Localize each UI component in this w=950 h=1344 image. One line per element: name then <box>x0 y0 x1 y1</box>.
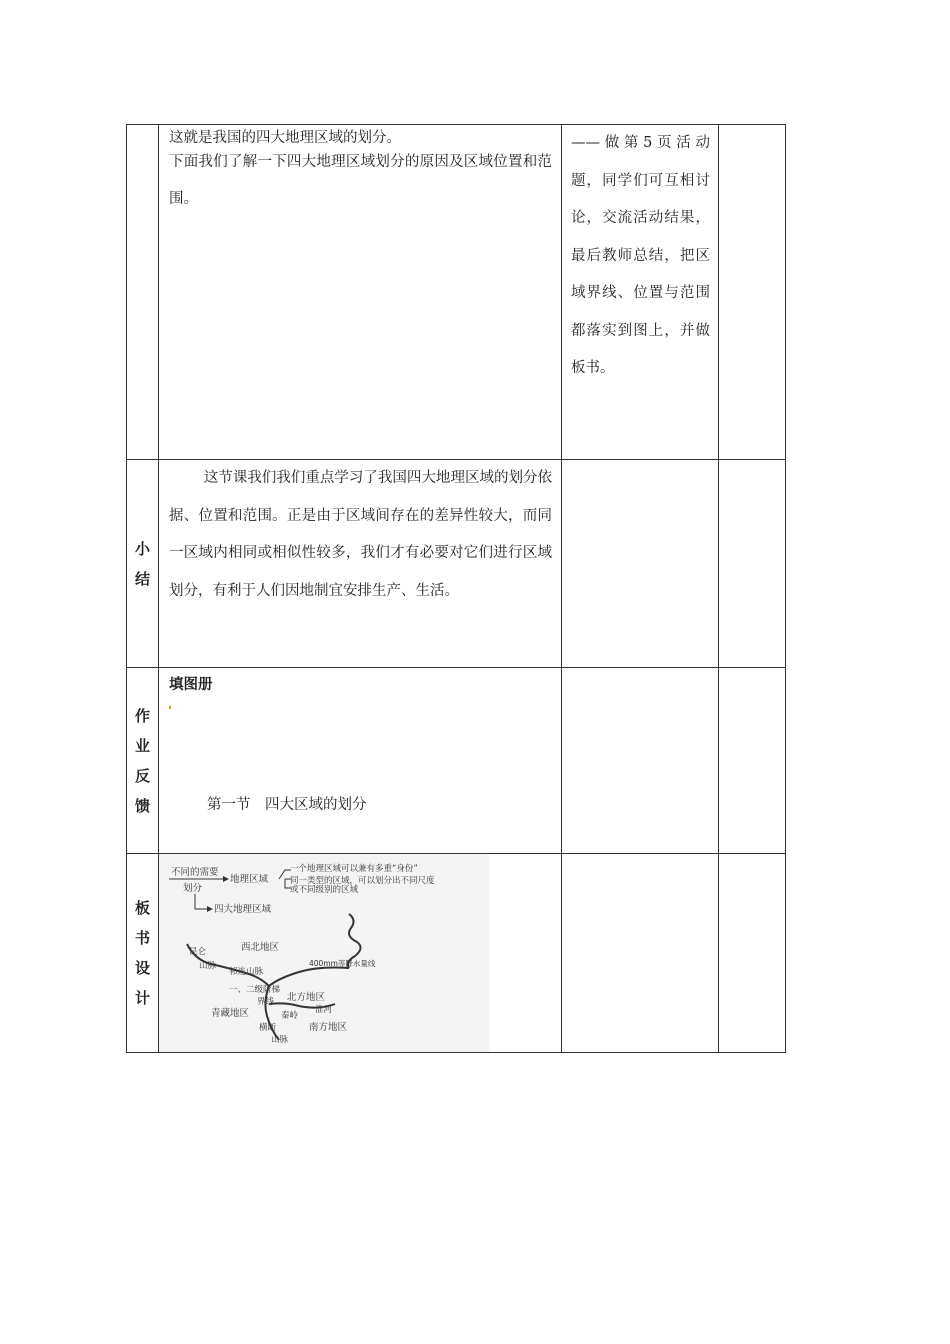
activity-cell <box>562 460 719 668</box>
note-cell <box>719 125 786 460</box>
summary-cell <box>159 460 562 668</box>
table-row <box>127 668 786 854</box>
note-cell <box>719 668 786 854</box>
activity-cell <box>562 125 719 460</box>
diagram-label: 秦岭 <box>281 1011 299 1021</box>
summary-label: 小 结 <box>127 460 159 668</box>
table-row <box>127 854 786 1053</box>
table-row <box>127 125 786 460</box>
board-diagram-svg <box>159 854 489 1052</box>
diagram-label: 地理区域 <box>230 874 269 885</box>
summary-text: 这节课我们我们重点学习了我国四大地理区域的划分依据、位置和范围。正是由于区域间存在的差异性较大，而同一区域内相同或相似性较多，我们才有必要对它们进行区域划分，有利于人们因地制宜安排生产、生活。 <box>169 470 552 599</box>
diagram-label: 山脉 <box>199 961 217 971</box>
diagram-label: 西北地区 <box>241 942 280 953</box>
diagram-label: 划分 <box>183 883 203 894</box>
board-label: 板 书 设 计 <box>127 854 159 1053</box>
diagram-label: 同一类型的区域，可以划分出不同尺度 <box>290 876 435 886</box>
board-diagram <box>159 854 561 1052</box>
diagram-label: 淮河 <box>315 1005 333 1015</box>
homework-label: 作 业 反 馈 <box>127 668 159 854</box>
activity-text: ——做第5页活动题，同学们可互相讨论，交流活动结果，最后教师总结，把区域界线、位置与范围都落实到图上，并做板书。 <box>571 135 710 376</box>
table-row <box>127 460 786 668</box>
diagram-label: 一个地理区域可以兼有多重“身份” <box>290 864 418 874</box>
content-line: 下面我们了解一下四大地理区域划分的原因及区域位置和范围。 <box>169 154 552 207</box>
lesson-table <box>126 124 786 1053</box>
diagram-label: 祁连山脉 <box>229 967 264 977</box>
fill-title: 填图册 <box>169 677 213 693</box>
diagram-label: 北方地区 <box>287 992 326 1003</box>
activity-cell <box>562 668 719 854</box>
section-title: 第一节 四大区域的划分 <box>207 797 367 813</box>
board-cell <box>159 854 562 1053</box>
note-cell <box>719 460 786 668</box>
content-cell <box>159 125 562 460</box>
diagram-label: 400mm等降水量线 <box>309 959 376 968</box>
content-line: 这就是我国的四大地理区域的划分。 <box>169 130 401 146</box>
diagram-label: 南方地区 <box>309 1022 348 1033</box>
diagram-label: 横断 <box>259 1023 277 1033</box>
activity-cell <box>562 854 719 1053</box>
marker-dot <box>169 706 171 709</box>
note-cell <box>719 854 786 1053</box>
homework-cell <box>159 668 562 854</box>
diagram-label: 四大地理区域 <box>214 904 272 915</box>
row-label-empty <box>127 125 159 460</box>
diagram-label: 不同的需要 <box>171 867 219 878</box>
diagram-label: 青藏地区 <box>211 1008 250 1019</box>
diagram-label: 界线 <box>257 997 275 1007</box>
diagram-label: 山脉 <box>271 1035 289 1045</box>
diagram-label: 一、二级阶梯 <box>229 985 281 995</box>
diagram-label: 昆仑 <box>189 947 207 957</box>
diagram-label: 或不同级别的区域 <box>290 885 359 895</box>
